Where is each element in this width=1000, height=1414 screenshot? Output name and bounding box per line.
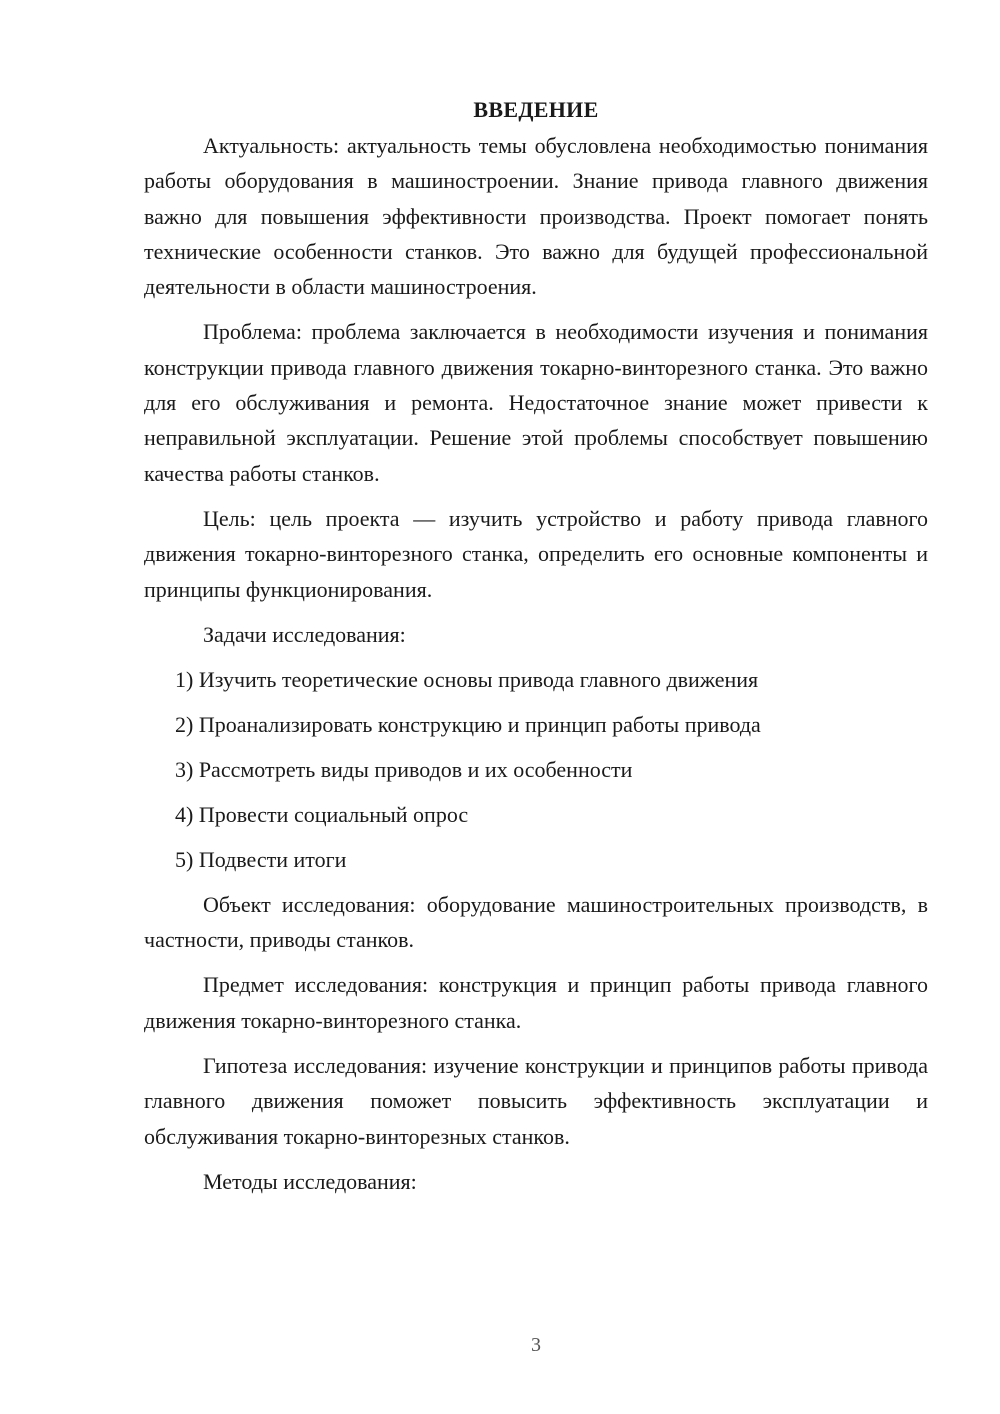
problem-paragraph: Проблема: проблема заключается в необходимости изучения и понимания конструкции привода главного движения токарно-винторезного станка. Это важно для его обслуживания и ремонта. Недостаточное знание может привести к неправильной эксплуатации. Решение этой проблемы способствует повышению качества работы станков. <box>144 319 928 486</box>
relevance-paragraph: Актуальность: актуальность темы обусловлена необходимостью понимания работы оборудования в машиностроении. Знание привода главного движения важно для повышения эффективности производства. Проект помогает понять технические особенности станков. Это важно для будущей профессиональной деятельности в области машиностроения. <box>144 133 928 300</box>
document-page <box>144 92 928 1209</box>
section-title: ВВЕДЕНИЕ <box>473 97 599 122</box>
tasks-label: Задачи исследования: <box>203 621 406 647</box>
hypothesis-paragraph: Гипотеза исследования: изучение конструкции и принципов работы привода главного движения поможет повысить эффективность эксплуатации и обслуживания токарно-винторезных станков. <box>144 1053 928 1149</box>
list-item: 3) Рассмотреть виды приводов и их особенности <box>175 756 633 782</box>
object-paragraph: Объект исследования: оборудование машиностроительных производств, в частности, приводы станков. <box>144 891 928 953</box>
page-number: 3 <box>531 1334 541 1356</box>
methods-label: Методы исследования: <box>203 1168 417 1194</box>
goal-paragraph: Цель: цель проекта — изучить устройство и работу привода главного движения токарно-винторезного станка, определить его основные компоненты и принципы функционирования. <box>144 505 928 602</box>
list-item: 4) Провести социальный опрос <box>175 801 469 827</box>
list-item: 1) Изучить теоретические основы привода главного движения <box>175 666 759 692</box>
subject-paragraph: Предмет исследования: конструкция и принцип работы привода главного движения токарно-винторезного станка. <box>144 972 928 1033</box>
tasks-list <box>144 662 928 877</box>
list-item: 5) Подвести итоги <box>175 846 347 872</box>
list-item: 2) Проанализировать конструкцию и принцип работы привода <box>175 711 761 737</box>
